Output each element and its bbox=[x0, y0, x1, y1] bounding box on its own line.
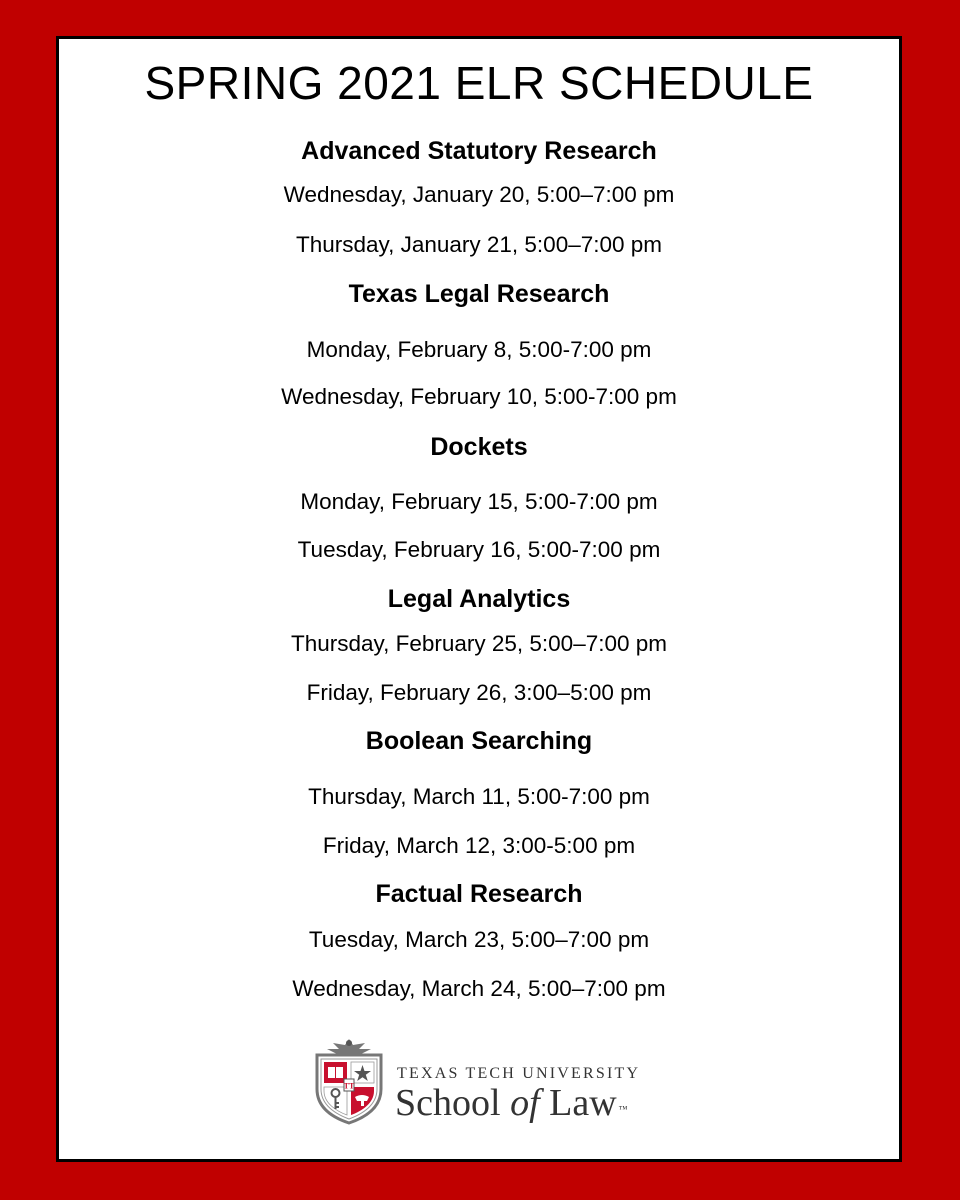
svg-text:TT: TT bbox=[343, 1081, 355, 1091]
session-date: Wednesday, January 20, 5:00–7:00 pm bbox=[283, 182, 675, 207]
session-heading: Advanced Statutory Research bbox=[301, 137, 657, 165]
school-logo bbox=[311, 1037, 671, 1125]
page-title: SPRING 2021 ELR SCHEDULE bbox=[144, 57, 814, 109]
session-date: Thursday, January 21, 5:00–7:00 pm bbox=[295, 232, 663, 257]
logo-school-of: of bbox=[510, 1082, 540, 1124]
session-heading: Texas Legal Research bbox=[348, 280, 610, 308]
schedule-card bbox=[56, 36, 902, 1162]
session-date: Friday, February 26, 3:00–5:00 pm bbox=[306, 680, 652, 705]
logo-university-name: TEXAS TECH UNIVERSITY bbox=[397, 1065, 641, 1082]
logo-school-part2: Law bbox=[539, 1082, 617, 1124]
session-date: Wednesday, February 10, 5:00-7:00 pm bbox=[281, 384, 677, 409]
session-date: Wednesday, March 24, 5:00–7:00 pm bbox=[292, 976, 666, 1001]
session-date: Thursday, March 11, 5:00-7:00 pm bbox=[308, 784, 650, 809]
session-date: Monday, February 8, 5:00-7:00 pm bbox=[306, 337, 652, 362]
trademark-symbol: ™ bbox=[618, 1104, 628, 1114]
session-date: Tuesday, February 16, 5:00-7:00 pm bbox=[297, 537, 661, 562]
session-heading: Dockets bbox=[430, 433, 528, 461]
session-heading: Factual Research bbox=[375, 880, 583, 908]
session-date: Friday, March 12, 3:00-5:00 pm bbox=[322, 833, 636, 858]
session-heading: Legal Analytics bbox=[387, 585, 571, 613]
session-heading: Boolean Searching bbox=[365, 727, 593, 755]
logo-school-name bbox=[395, 1081, 627, 1125]
double-t-shield-icon bbox=[311, 1037, 387, 1125]
session-date: Tuesday, March 23, 5:00–7:00 pm bbox=[308, 927, 650, 952]
session-date: Thursday, February 25, 5:00–7:00 pm bbox=[290, 631, 668, 656]
session-date: Monday, February 15, 5:00-7:00 pm bbox=[300, 489, 658, 514]
logo-school-part1: School bbox=[395, 1082, 511, 1124]
